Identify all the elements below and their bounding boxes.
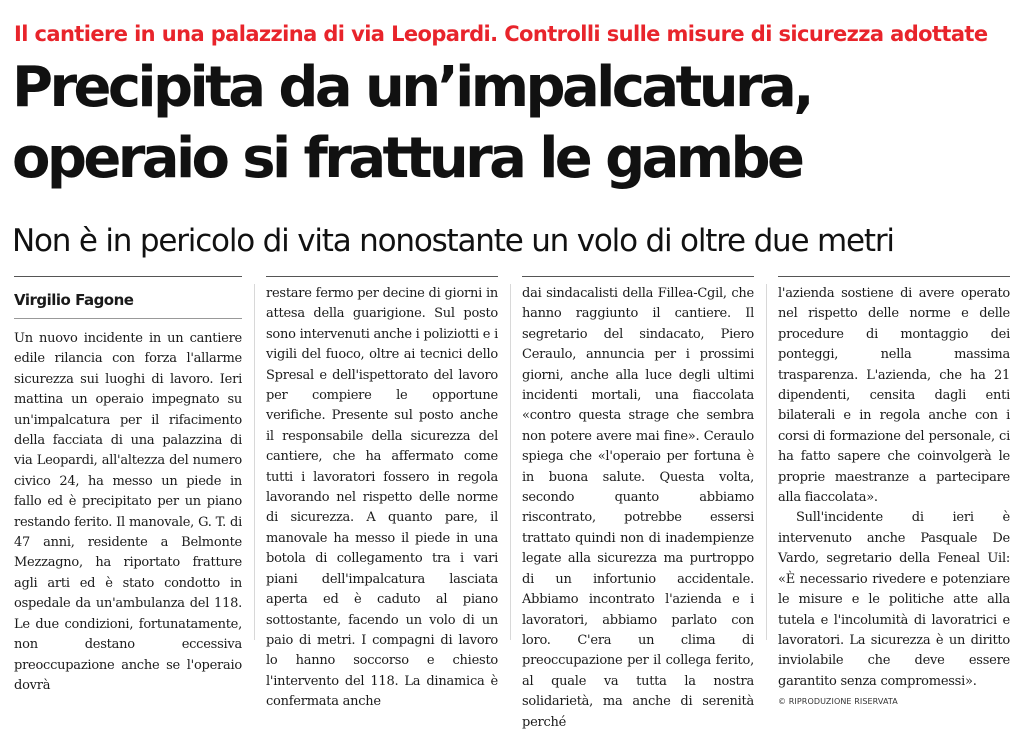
column-separator-3 — [766, 284, 767, 640]
column-4-paragraph-2: Sull'incidente di ieri è intervenuto anche Pasquale De Vardo, segretario della Feneal Uil: «È necessario rivedere e potenziare le misure e le politiche atte alla tutela e l'incolumità di lavoratrici e lavoratori. La sicurezza è un diritto inviolabile che deve essere garantito senza compromessi». — [778, 510, 1010, 689]
column-separator-1 — [254, 284, 255, 640]
top-rule-col4 — [778, 276, 1010, 277]
column-3-paragraph: dai sindacalisti della Fillea-Cgil, che hanno raggiunto il cantiere. Il segretario del sindacato, Piero Ceraulo, annuncia per i prossimi giorni, anche alla luce degli ultimi incidenti mortali, una fiaccolata «contro questa strage che sembra non potere avere mai fine». Ceraulo spiega che «l'operaio per fortuna è in buona salute. Questa volta, secondo quanto abbiamo riscontrato, potrebbe essersi trattato quindi non di inadempienze legate alla sicurezza ma purtroppo di un infortunio accidentale. Abbiamo incontrato l'azienda e i lavoratori, abbiamo parlato con loro. C'era un clima di preoccupazione per il collega ferito, al quale va tutta la nostra solidarietà, ma anche di serenità perché — [522, 286, 754, 730]
article-column-2 — [266, 284, 498, 713]
column-4-paragraph-1: l'azienda sostiene di avere operato nel rispetto delle norme e delle procedure di montaggio dei ponteggi, nella massima trasparenza. L'azienda, che ha 21 dipendenti, censita dagli enti bilaterali e in regola anche con i corsi di formazione del personale, ci ha fatto sapere che coinvolgerà le proprie maestranze a partecipare alla fiaccolata». — [778, 286, 1010, 506]
column-separator-2 — [510, 284, 511, 640]
author-byline: Virgilio Fagone — [14, 291, 134, 309]
copyright-notice: © RIPRODUZIONE RISERVATA — [778, 697, 898, 707]
top-rule-col1 — [14, 276, 242, 277]
headline-line-1: Precipita da un’impalcatura, — [12, 55, 811, 120]
article-subheadline: Non è in pericolo di vita nonostante un volo di oltre due metri — [12, 223, 894, 259]
headline-line-2: operaio si frattura le gambe — [12, 126, 802, 191]
top-rule-col2 — [266, 276, 498, 277]
article-headline — [12, 52, 1017, 194]
article-column-1 — [14, 284, 242, 696]
article-column-4 — [778, 284, 1010, 708]
top-rule-col3 — [522, 276, 754, 277]
column-2-paragraph: restare fermo per decine di giorni in attesa della guarigione. Sul posto sono intervenuti anche i poliziotti e i vigili del fuoco, oltre ai tecnici dello Spresal e dell'ispettorato del lavoro per compiere le opportune verifiche. Presente sul posto anche il responsabile della sicurezza del cantiere, che ha affermato come tutti i lavoratori fossero in regola lavorando nel rispetto delle norme di sicurezza. A quanto pare, il manovale ha messo il piede in una botola di collegamento tra i vari piani dell'impalcatura lasciata aperta ed è caduto al piano sottostante, facendo un volo di un paio di metri. I compagni di lavoro lo hanno soccorso e chiesto l'intervento del 118. La dinamica è confermata anche — [266, 286, 498, 710]
article-column-3 — [522, 284, 754, 733]
byline-divider — [14, 318, 242, 319]
article-kicker: Il cantiere in una palazzina di via Leopardi. Controlli sulle misure di sicurezza adottate — [14, 22, 988, 46]
column-1-paragraph: Un nuovo incidente in un cantiere edile rilancia con forza l'allarme sicurezza sui luoghi di lavoro. Ieri mattina un operaio impegnato su un'impalcatura per il rifacimento della facciata di una palazzina di via Leopardi, all'altezza del numero civico 24, ha messo un piede in fallo ed è precipitato per un piano restando ferito. Il manovale, G. T. di 47 anni, residente a Belmonte Mezzagno, ha riportato fratture agli arti ed è stato condotto in ospedale da un'ambulanza del 118. Le due condizioni, fortunatamente, non destano eccessiva preoccupazione anche se l'operaio dovrà — [14, 331, 242, 693]
